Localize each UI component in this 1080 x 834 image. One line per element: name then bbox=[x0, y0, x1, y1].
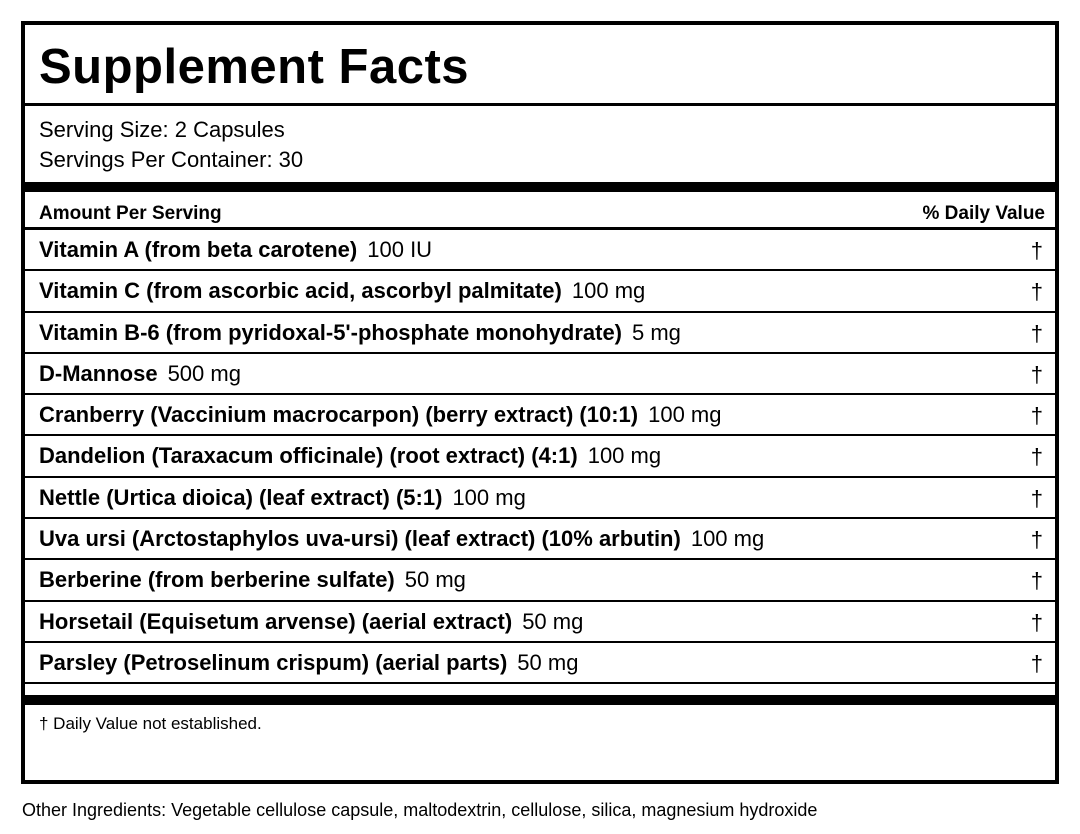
daily-value-mark: † bbox=[1030, 527, 1043, 553]
ingredient-name bbox=[39, 569, 466, 591]
divider-thick-bottom bbox=[25, 695, 1055, 705]
ingredient-name bbox=[39, 608, 584, 634]
ingredient-label: Vitamin A (from beta carotene) bbox=[39, 237, 358, 262]
ingredient-amount: 100 mg bbox=[452, 484, 526, 510]
table-row bbox=[25, 602, 1055, 643]
supplement-facts-panel bbox=[21, 21, 1059, 784]
table-row bbox=[25, 395, 1055, 436]
daily-value-mark: † bbox=[1030, 279, 1043, 305]
table-row bbox=[25, 478, 1055, 519]
ingredient-amount: 100 mg bbox=[571, 278, 646, 304]
daily-value-mark: † bbox=[1030, 485, 1043, 511]
ingredient-amount: 100 mg bbox=[648, 402, 722, 428]
ingredient-amount: 100 mg bbox=[587, 443, 662, 469]
ingredient-amount: 100 mg bbox=[690, 526, 765, 552]
ingredient-amount: 50 mg bbox=[522, 608, 584, 634]
ingredient-label: Horsetail (Equisetum arvense) (aerial extract) bbox=[39, 608, 513, 634]
ingredient-name bbox=[39, 319, 681, 345]
ingredient-label: Parsley (Petroselinum crispum) (aerial parts) bbox=[39, 649, 508, 675]
footnote: † Daily Value not established. bbox=[39, 714, 262, 733]
ingredient-amount: 50 mg bbox=[404, 567, 466, 593]
amount-per-serving-header: Amount Per Serving bbox=[39, 203, 222, 224]
ingredient-label: Cranberry (Vaccinium macrocarpon) (berry extract) (10:1) bbox=[39, 402, 639, 428]
daily-value-header: % Daily Value bbox=[922, 203, 1045, 224]
other-ingredients: Other Ingredients: Vegetable cellulose capsule, maltodextrin, cellulose, silica, magnesium hydroxide bbox=[22, 800, 818, 820]
daily-value-mark: † bbox=[1030, 650, 1043, 676]
table-row bbox=[25, 560, 1055, 601]
table-row bbox=[25, 354, 1055, 395]
table-row bbox=[25, 313, 1055, 354]
ingredient-label: Nettle (Urtica dioica) (leaf extract) (5:1) bbox=[39, 484, 443, 510]
daily-value-mark: † bbox=[1030, 444, 1043, 470]
serving-size: Serving Size: 2 Capsules bbox=[39, 117, 285, 142]
ingredient-name bbox=[39, 404, 722, 426]
ingredient-name bbox=[39, 280, 645, 302]
daily-value-mark: † bbox=[1030, 609, 1043, 635]
daily-value-mark: † bbox=[1030, 361, 1043, 387]
ingredient-name bbox=[39, 360, 241, 386]
ingredient-amount: 5 mg bbox=[632, 319, 681, 345]
divider-thin-top bbox=[25, 103, 1055, 106]
nutrient-table bbox=[25, 230, 1055, 684]
table-row bbox=[25, 643, 1055, 684]
ingredient-amount: 100 IU bbox=[367, 237, 433, 262]
ingredient-amount: 500 mg bbox=[167, 360, 241, 386]
daily-value-mark: † bbox=[1030, 568, 1043, 594]
ingredient-label: Vitamin B-6 (from pyridoxal-5'-phosphate monohydrate) bbox=[39, 319, 622, 345]
divider-thick-top bbox=[25, 182, 1055, 192]
ingredient-name bbox=[39, 649, 579, 675]
ingredient-label: Berberine (from berberine sulfate) bbox=[39, 567, 395, 593]
ingredient-label: D-Mannose bbox=[39, 360, 158, 386]
daily-value-mark: † bbox=[1030, 238, 1043, 263]
table-row bbox=[25, 436, 1055, 477]
daily-value-mark: † bbox=[1030, 403, 1043, 429]
ingredient-label: Uva ursi (Arctostaphylos uva-ursi) (leaf extract) (10% arbutin) bbox=[39, 526, 681, 552]
servings-per-container: Servings Per Container: 30 bbox=[39, 147, 304, 172]
ingredient-name bbox=[39, 239, 432, 261]
panel-title: Supplement Facts bbox=[39, 40, 470, 94]
ingredient-name bbox=[39, 445, 661, 467]
daily-value-mark: † bbox=[1030, 320, 1043, 346]
table-row bbox=[25, 230, 1055, 271]
ingredient-label: Dandelion (Taraxacum officinale) (root extract) (4:1) bbox=[39, 443, 578, 469]
ingredient-label: Vitamin C (from ascorbic acid, ascorbyl palmitate) bbox=[39, 278, 562, 304]
table-row bbox=[25, 271, 1055, 312]
ingredient-name bbox=[39, 484, 526, 510]
ingredient-name bbox=[39, 528, 764, 550]
table-row bbox=[25, 519, 1055, 560]
ingredient-amount: 50 mg bbox=[517, 649, 579, 675]
